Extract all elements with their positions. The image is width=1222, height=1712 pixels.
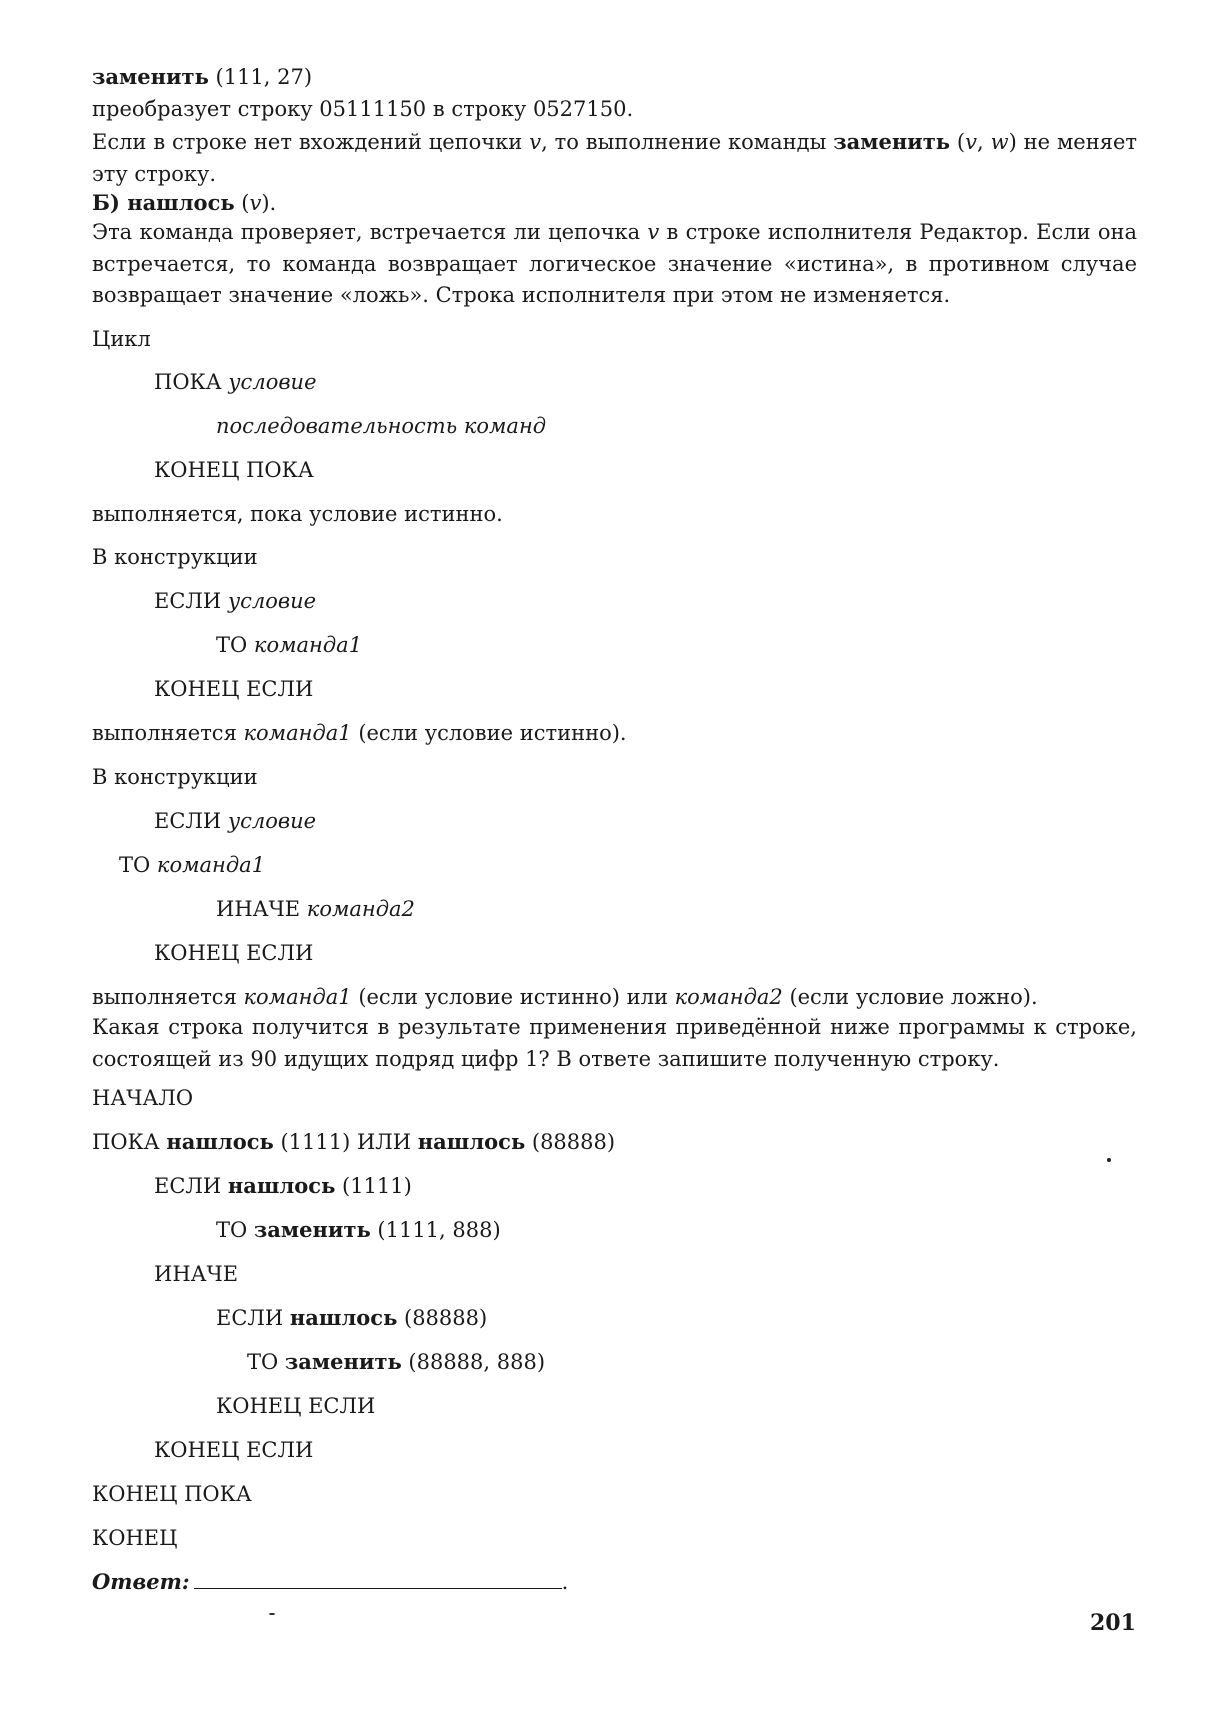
scan-speck bbox=[1107, 1158, 1111, 1162]
if1-intro: В конструкции bbox=[92, 545, 258, 569]
if2-explain: выполняется команда1 (если условие истинно) или команда2 (если условие ложно). bbox=[92, 985, 1038, 1009]
if1-if-line: ЕСЛИ условие bbox=[154, 589, 317, 613]
if2-else-line: ИНАЧЕ команда2 bbox=[216, 897, 415, 921]
loop-title: Цикл bbox=[92, 327, 151, 351]
no-entry-paragraph: Если в строке нет вхождений цепочки v, то выполнение команды заменить (v, w) не меняет эту строку. bbox=[92, 129, 1138, 186]
question-text: Какая строка получится в результате применения приведённой ниже программы к строке, состоящей из 90 идущих подряд цифр 1? В ответе запишите полученную строку. bbox=[92, 1015, 1137, 1071]
program-then-line: ТО заменить (1111, 888) bbox=[216, 1217, 501, 1242]
if1-explain: выполняется команда1 (если условие истинно). bbox=[92, 721, 627, 745]
program-inner-end-if: КОНЕЦ ЕСЛИ bbox=[216, 1394, 376, 1418]
if2-then-line: ТО команда1 bbox=[119, 853, 266, 877]
program-end-while: КОНЕЦ ПОКА bbox=[92, 1482, 252, 1506]
program-end: КОНЕЦ bbox=[92, 1526, 178, 1550]
if2-if-line: ЕСЛИ условие bbox=[154, 809, 317, 833]
found-description: Эта команда проверяет, встречается ли цепочка v в строке исполнителя Редактор. Если она встречается, то команда возвращает логическое значение «истина», в противном случае возвращает значение «ложь». Строка исполнителя при этом не изменяется. bbox=[92, 220, 1137, 307]
program-begin: НАЧАЛО bbox=[92, 1086, 194, 1110]
loop-while-line: ПОКА условие bbox=[154, 370, 317, 394]
loop-explain: выполняется, пока условие истинно. bbox=[92, 502, 503, 526]
program-while-line: ПОКА нашлось (1111) ИЛИ нашлось (88888) bbox=[92, 1129, 616, 1154]
answer-label: Ответ: bbox=[92, 1569, 190, 1594]
if1-end-if: КОНЕЦ ЕСЛИ bbox=[154, 677, 314, 701]
loop-end-while: КОНЕЦ ПОКА bbox=[154, 458, 314, 482]
replace-command: заменить bbox=[92, 64, 209, 89]
if2-end-if: КОНЕЦ ЕСЛИ bbox=[154, 941, 314, 965]
program-if-line: ЕСЛИ нашлось (1111) bbox=[154, 1173, 412, 1198]
transform-text: преобразует строку 05111150 в строку 0527150. bbox=[92, 97, 634, 121]
program-inner-then-line: ТО заменить (88888, 888) bbox=[247, 1349, 546, 1374]
replace-args: (111, 27) bbox=[215, 65, 313, 89]
answer-terminator: . bbox=[561, 1570, 569, 1594]
scan-speck bbox=[269, 1613, 275, 1615]
answer-row bbox=[92, 1566, 568, 1597]
if1-then-line: ТО команда1 bbox=[216, 633, 363, 657]
if2-intro: В конструкции bbox=[92, 765, 258, 789]
replace-example-heading bbox=[92, 62, 312, 92]
program-end-if: КОНЕЦ ЕСЛИ bbox=[154, 1438, 314, 1462]
answer-blank[interactable] bbox=[194, 1566, 562, 1589]
program-else-line: ИНАЧЕ bbox=[154, 1262, 239, 1286]
program-inner-if-line: ЕСЛИ нашлось (88888) bbox=[216, 1305, 488, 1330]
found-command-heading: Б) нашлось (v). bbox=[92, 190, 277, 215]
loop-sequence: последовательность команд bbox=[216, 414, 547, 438]
page-number: 201 bbox=[1090, 1610, 1136, 1636]
